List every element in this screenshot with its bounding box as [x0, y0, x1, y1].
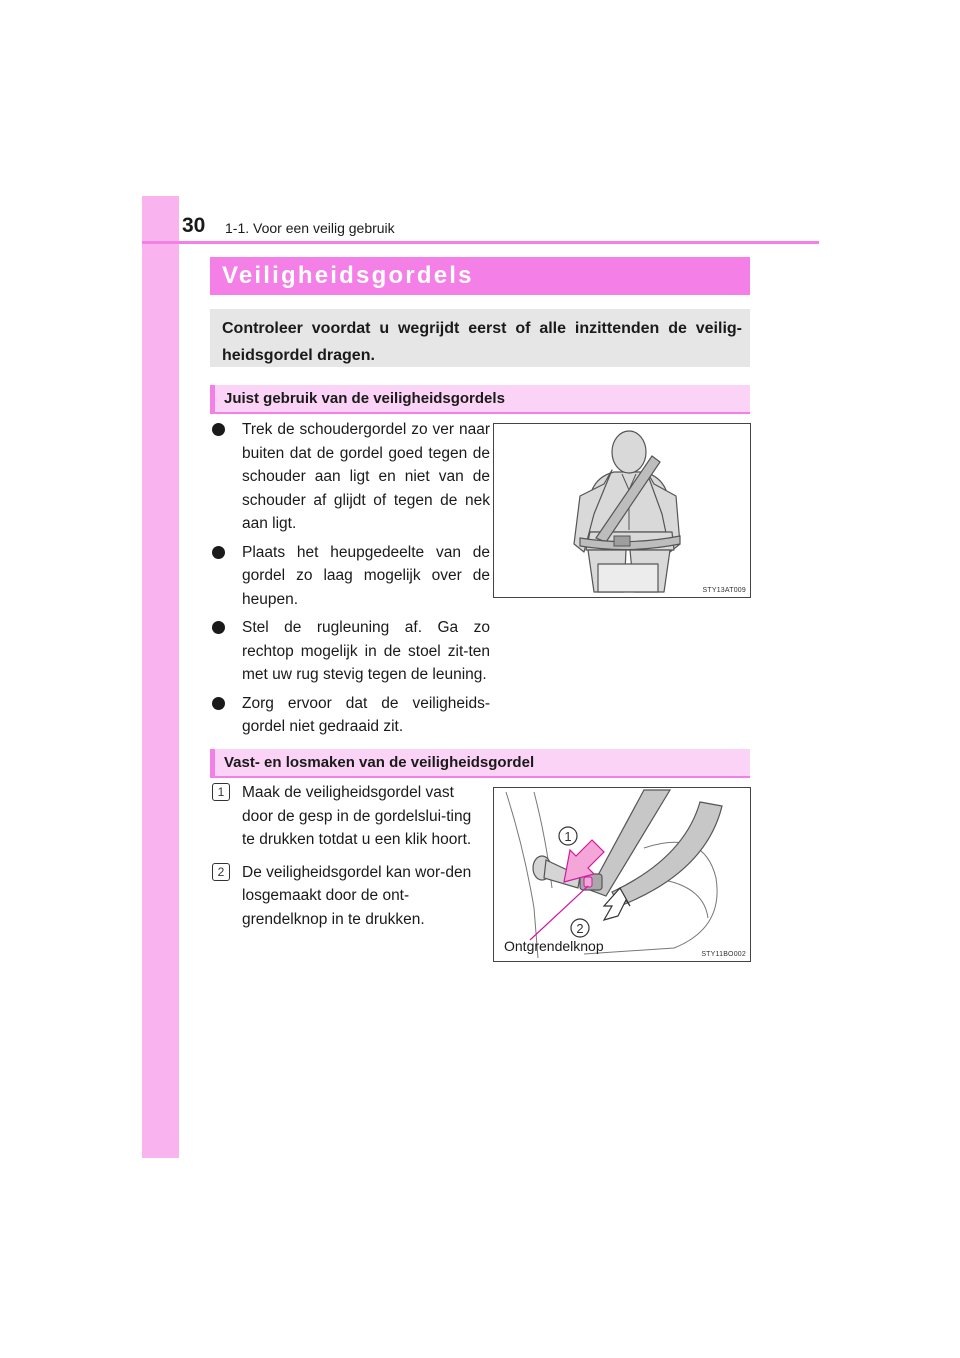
- step-text: Maak de veiligheidsgordel vast door de gesp in de gordelslui-ting te drukken totdat u een klik hoort.: [242, 784, 472, 848]
- section-title: Veiligheidsgordels: [222, 262, 474, 289]
- subheading-proper-use: [210, 385, 750, 412]
- bullet-dot-icon: [212, 697, 225, 710]
- step-number-badge: 1: [212, 783, 230, 801]
- figure-code: STY11BO002: [701, 951, 746, 958]
- figure-seated-occupant: [493, 423, 751, 598]
- subheading-proper-use-label: Juist gebruik van de veiligheidsgordels: [224, 390, 505, 407]
- bullet-item: [210, 418, 490, 536]
- page-number: 30: [182, 214, 206, 237]
- figure-buckle: [493, 787, 751, 962]
- buckle-illustration: [494, 788, 750, 961]
- figure-marker-2: 2: [576, 921, 584, 936]
- step-number-badge: 2: [212, 863, 230, 881]
- figure-code: STY13AT009: [702, 587, 746, 594]
- release-button-callout: Ontgrendelknop: [504, 938, 604, 954]
- step-item: [210, 781, 485, 852]
- intro-box: [210, 309, 750, 367]
- seated-occupant-illustration: [494, 424, 750, 597]
- subheading-fasten-label: Vast- en losmaken van de veiligheidsgordel: [224, 754, 535, 771]
- bullet-text: Plaats het heupgedeelte van de gordel zo laag mogelijk over de heupen.: [242, 543, 490, 608]
- intro-text: Controleer voordat u wegrijdt eerst of alle inzittenden de veilig-heidsgordel dragen.: [222, 320, 742, 364]
- bullet-item: [210, 616, 490, 687]
- bullet-text: Stel de rugleuning af. Ga zo rechtop mogelijk in de stoel zit-ten met uw rug stevig tegen de leuning.: [242, 619, 490, 683]
- bullet-dot-icon: [212, 423, 225, 436]
- proper-use-bullet-list: [210, 418, 490, 744]
- subheading-fasten: [210, 749, 750, 776]
- fasten-step-list: [210, 781, 485, 940]
- chapter-title: 1-1. Voor een veilig gebruik: [225, 220, 395, 236]
- bullet-text: Trek de schoudergordel zo ver naar buiten dat de gordel goed tegen de schouder aan ligt en niet van de schouder af glijdt of tegen de nek aan ligt.: [242, 421, 490, 532]
- bullet-item: [210, 541, 490, 612]
- bullet-item: [210, 692, 490, 739]
- header-rule: [142, 241, 819, 244]
- side-tab: [142, 196, 179, 1158]
- figure-marker-1: 1: [564, 829, 572, 844]
- bullet-text: Zorg ervoor dat de veiligheids-gordel niet gedraaid zit.: [242, 694, 490, 735]
- bullet-dot-icon: [212, 621, 225, 634]
- step-text: De veiligheidsgordel kan wor-den losgemaakt door de ont-grendelknop in te drukken.: [242, 863, 472, 928]
- bullet-dot-icon: [212, 546, 225, 559]
- step-item: [210, 861, 485, 932]
- section-banner: [210, 257, 750, 295]
